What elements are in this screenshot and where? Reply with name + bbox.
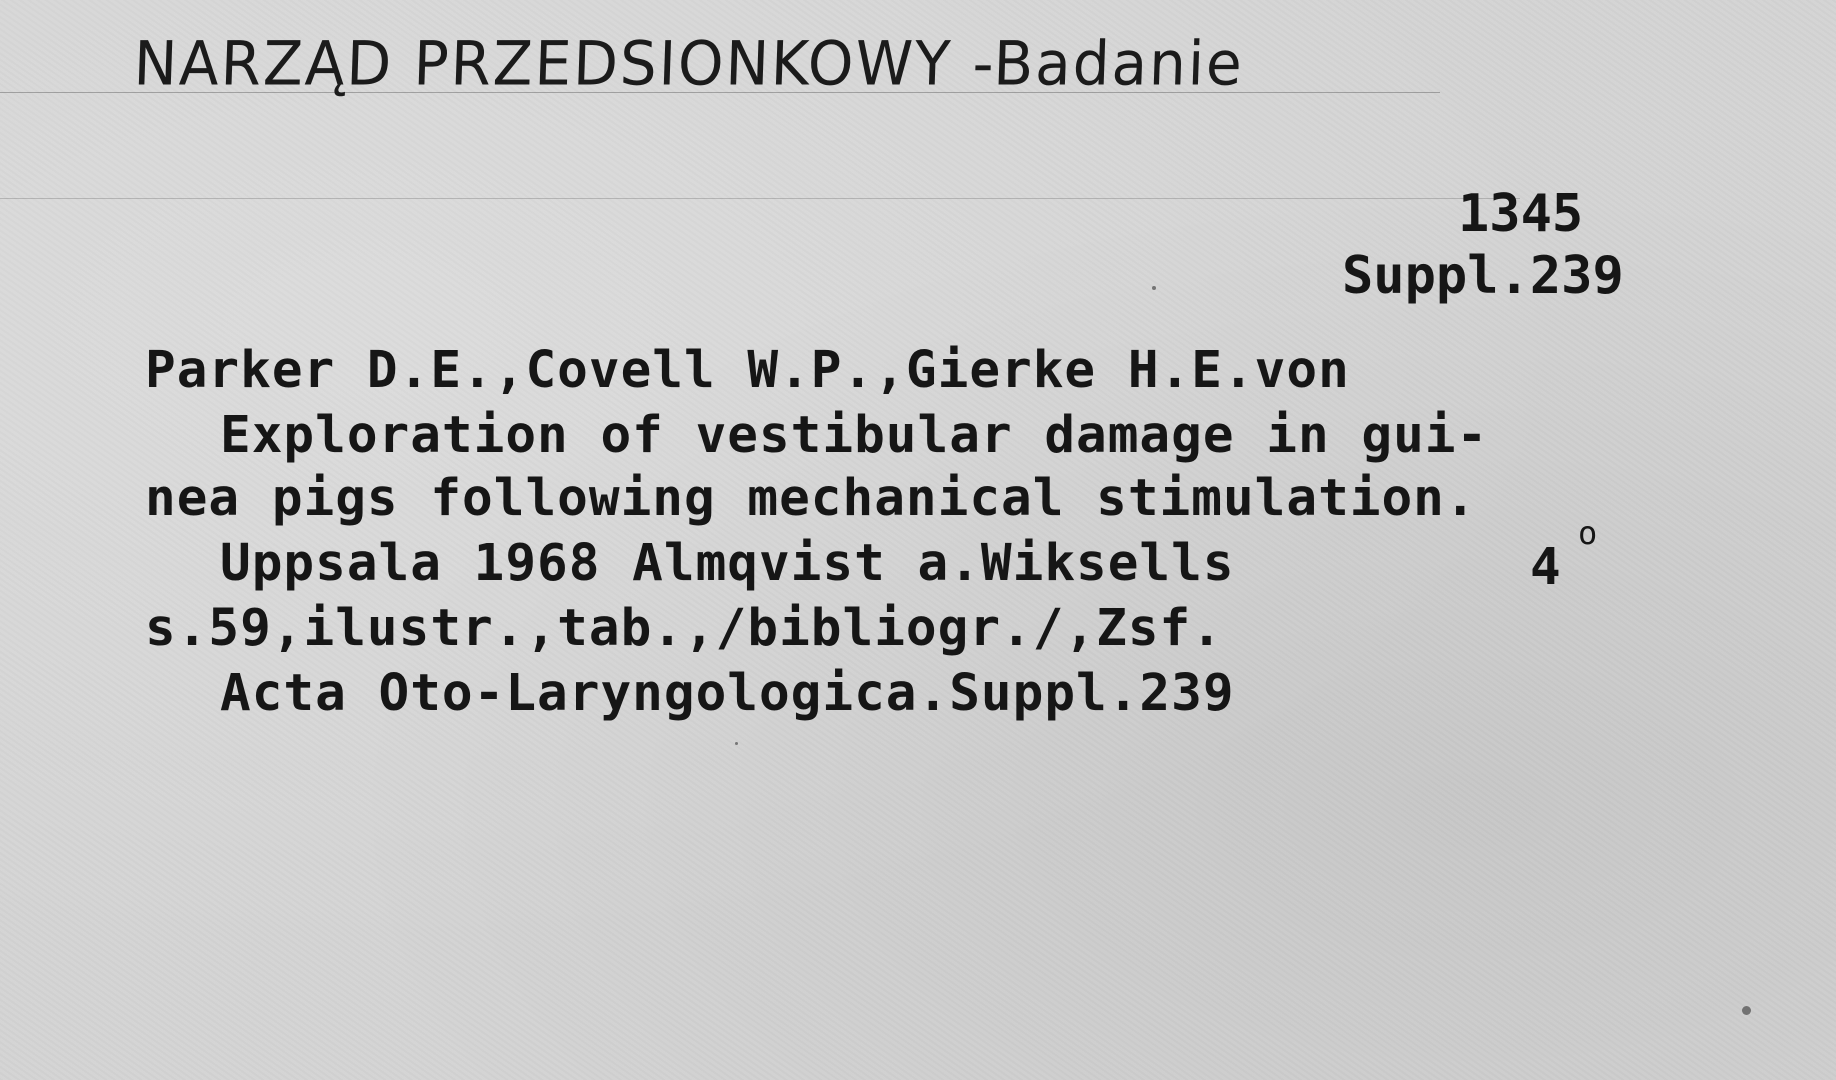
- paper-speck: [1152, 286, 1156, 290]
- title-line-2: nea pigs following mechanical stimulation.: [145, 469, 1477, 528]
- authors-line: Parker D.E.,Covell W.P.,Gierke H.E.von: [145, 341, 1350, 400]
- series-line: Acta Oto-Laryngologica.Suppl.239: [220, 664, 1235, 723]
- card-second-rule: [0, 198, 1520, 199]
- collation-line: s.59,ilustr.,tab.,/bibliogr./,Zsf.: [145, 599, 1223, 658]
- paper-speck: [735, 742, 738, 745]
- call-supplement: Suppl.239: [1342, 246, 1624, 306]
- subject-heading: NARZĄD PRZEDSIONKOWY -Badanie: [132, 28, 1246, 100]
- title-line-1: Exploration of vestibular damage in gui-: [220, 406, 1489, 465]
- paper-speck: [1742, 1006, 1751, 1015]
- format-number: 4: [1530, 538, 1561, 597]
- imprint-line: Uppsala 1968 Almqvist a.Wiksells: [220, 534, 1235, 593]
- call-number: 1345: [1458, 184, 1584, 244]
- format-degree-mark: o: [1578, 514, 1598, 552]
